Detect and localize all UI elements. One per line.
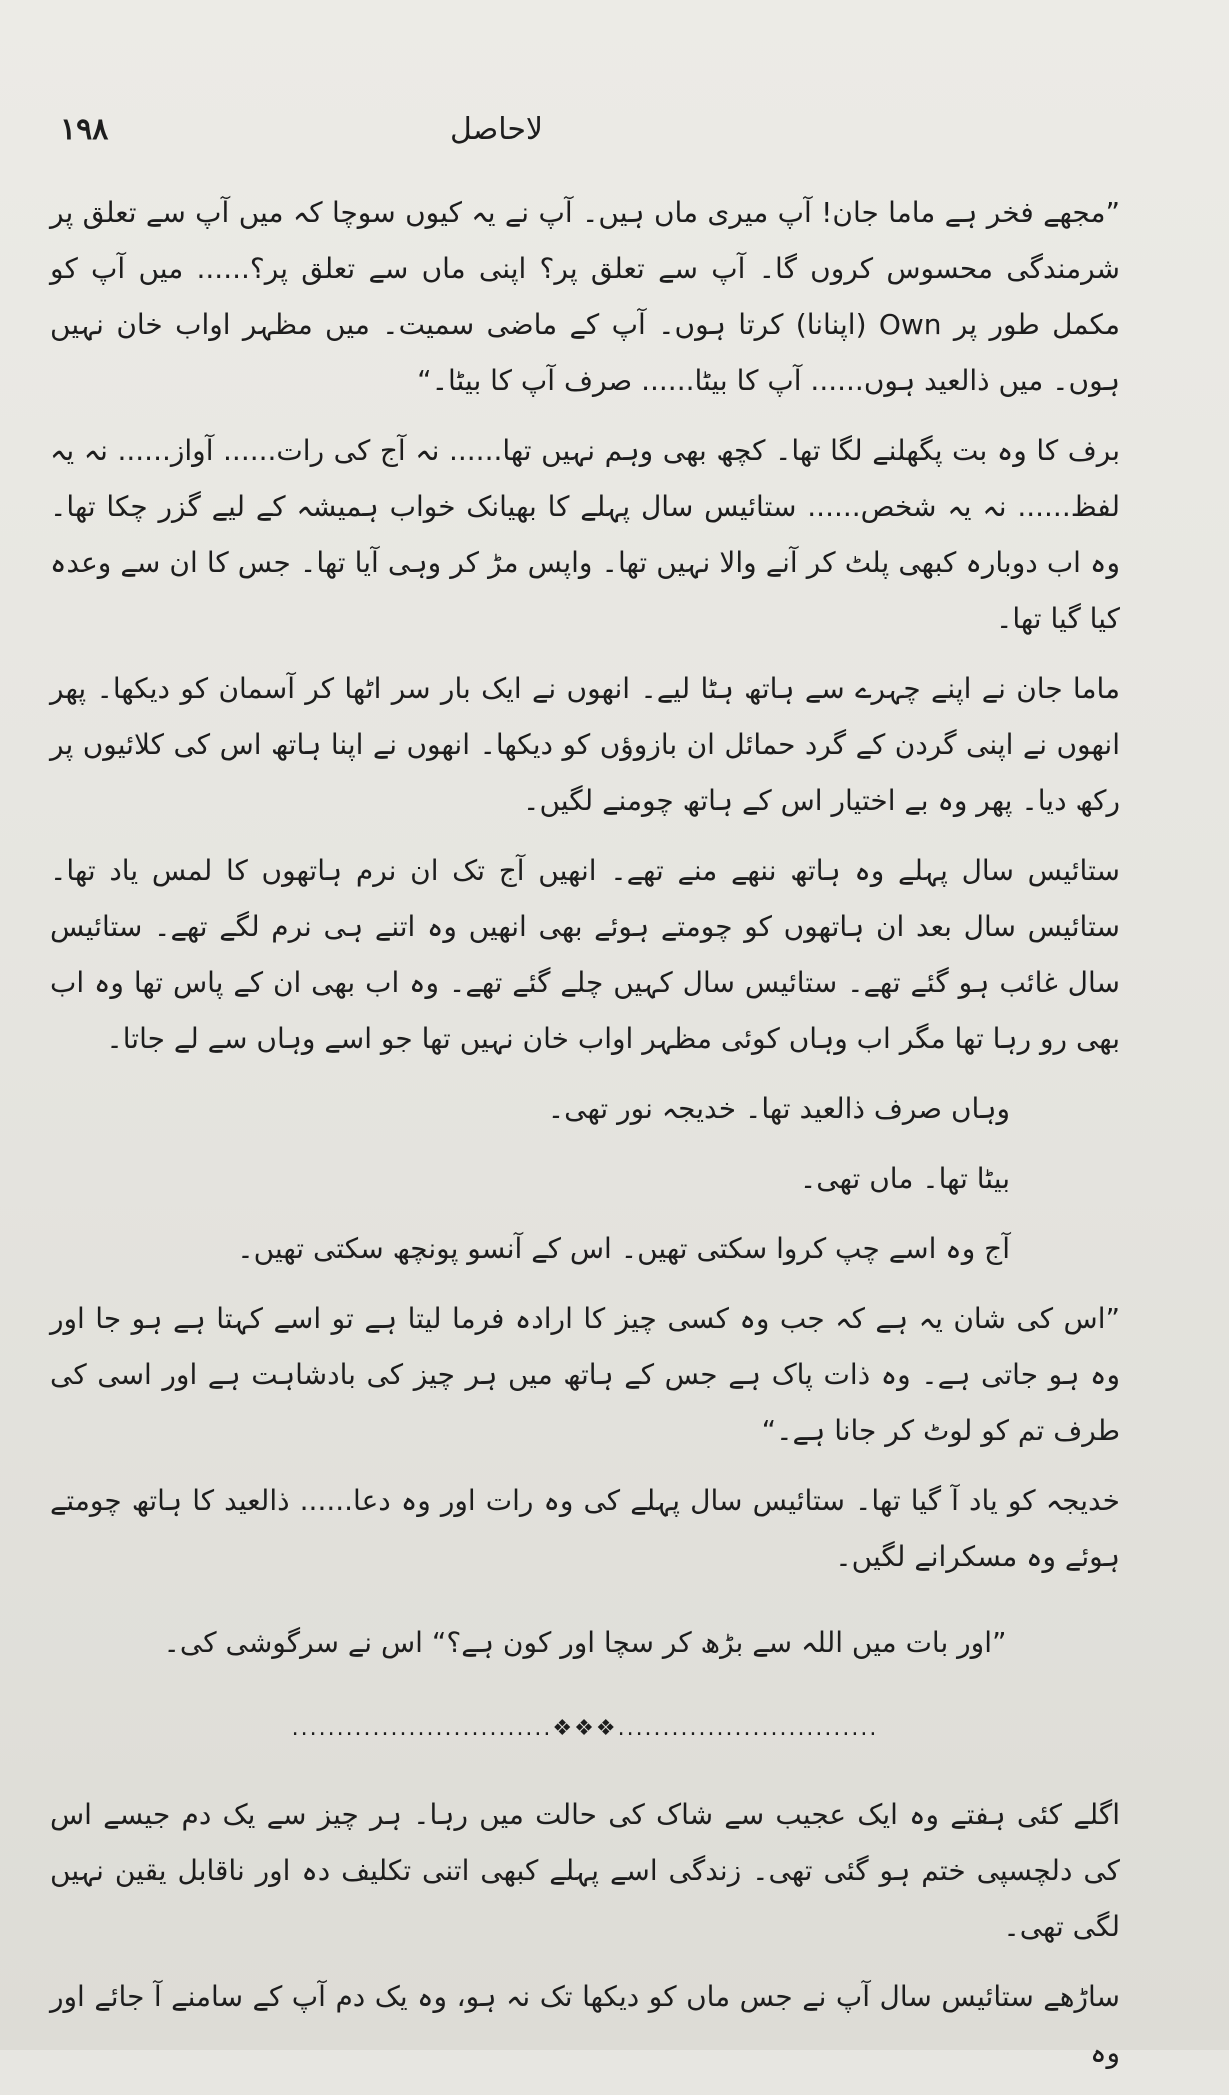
centered-line: ”اور بات میں اللہ سے بڑھ کر سچا اور کون ہے؟“ اس نے سرگوشی کی۔ — [163, 1626, 1007, 1659]
paragraph: ”مجھے فخر ہے ماما جان! آپ میری ماں ہیں۔ آپ نے یہ کیوں سوچا کہ میں آپ سے تعلق پر شرمندگی محسوس کروں گا۔ آپ سے تعلق پر؟ اپنی ماں سے تعلق پر؟...... میں آپ کو مکمل طور پر Own (اپنانا) کرتا ہوں۔ آپ کے ماضی سمیت۔ میں مظہر اواب خان نہیں ہوں۔ میں ذالعید ہوں...... آپ کا بیٹا...... صرف آپ کا بیٹا۔“ — [50, 196, 1120, 397]
section-separator: .............................❖❖❖............................. — [291, 1716, 879, 1741]
paragraph: خدیجہ کو یاد آ گیا تھا۔ ستائیس سال پہلے کی وہ رات اور وہ دعا...... ذالعید کا ہاتھ چومتے ہوئے وہ مسکرانے لگیں۔ — [50, 1484, 1120, 1573]
running-title: لاحاصل — [450, 112, 543, 147]
paragraph: ماما جان نے اپنے چہرے سے ہاتھ ہٹا لیے۔ انھوں نے ایک بار سر اٹھا کر آسمان کو دیکھا۔ پھر انھوں نے اپنی گردن کے گرد حمائل ان بازوؤں کو دیکھا۔ انھوں نے اپنا ہاتھ اس کی کلائیوں پر رکھ دیا۔ پھر وہ بے اختیار اس کے ہاتھ چومنے لگیں۔ — [50, 672, 1120, 817]
short-line: بیٹا تھا۔ ماں تھی۔ — [799, 1162, 1010, 1195]
paragraph: برف کا وہ بت پگھلنے لگا تھا۔ کچھ بھی وہم نہیں تھا...... نہ آج کی رات...... آواز...... نہ یہ لفظ...... نہ یہ شخص...... ستائیس سال پہلے کا بھیانک خواب ہمیشہ کے لیے گزر چکا تھا۔ وہ اب دوبارہ کبھی پلٹ کر آنے والا نہیں تھا۔ واپس مڑ کر وہی آیا تھا۔ جس کا ان سے وعدہ کیا گیا تھا۔ — [50, 434, 1120, 635]
quote-paragraph: ”اس کی شان یہ ہے کہ جب وہ کسی چیز کا ارادہ فرما لیتا ہے تو اسے کہتا ہے ہو جا اور وہ ہو جاتی ہے۔ وہ ذات پاک ہے جس کے ہاتھ میں ہر چیز کی بادشاہت ہے اور اسی کی طرف تم کو لوٹ کر جانا ہے۔“ — [50, 1302, 1120, 1447]
page-header — [60, 112, 1109, 160]
page-number: ۱۹۸ — [60, 112, 109, 147]
page-body — [50, 185, 1120, 2095]
paragraph: ساڑھے ستائیس سال آپ نے جس ماں کو دیکھا تک نہ ہو، وہ یک دم آپ کے سامنے آ جائے اور وہ — [50, 1980, 1120, 2069]
paragraph: ستائیس سال پہلے وہ ہاتھ ننھے منے تھے۔ انھیں آج تک ان نرم ہاتھوں کا لمس یاد تھا۔ ستائیس سال بعد ان ہاتھوں کو چومتے ہوئے بھی انھیں وہ اتنے ہی نرم لگے تھے۔ ستائیس سال غائب ہو گئے تھے۔ ستائیس سال کہیں چلے گئے تھے۔ وہ اب بھی ان کے پاس تھا وہ اب بھی رو رہا تھا مگر اب وہاں کوئی مظہر اواب خان نہیں تھا جو اسے وہاں سے لے جاتا۔ — [50, 854, 1120, 1055]
short-line: آج وہ اسے چپ کروا سکتی تھیں۔ اس کے آنسو پونچھ سکتی تھیں۔ — [237, 1232, 1010, 1265]
short-line: وہاں صرف ذالعید تھا۔ خدیجہ نور تھی۔ — [547, 1092, 1010, 1125]
paragraph: اگلے کئی ہفتے وہ ایک عجیب سے شاک کی حالت میں رہا۔ ہر چیز سے یک دم جیسے اس کی دلچسپی ختم ہو گئی تھی۔ زندگی اسے پہلے کبھی اتنی تکلیف دہ اور ناقابل یقین نہیں لگی تھی۔ — [50, 1798, 1120, 1943]
